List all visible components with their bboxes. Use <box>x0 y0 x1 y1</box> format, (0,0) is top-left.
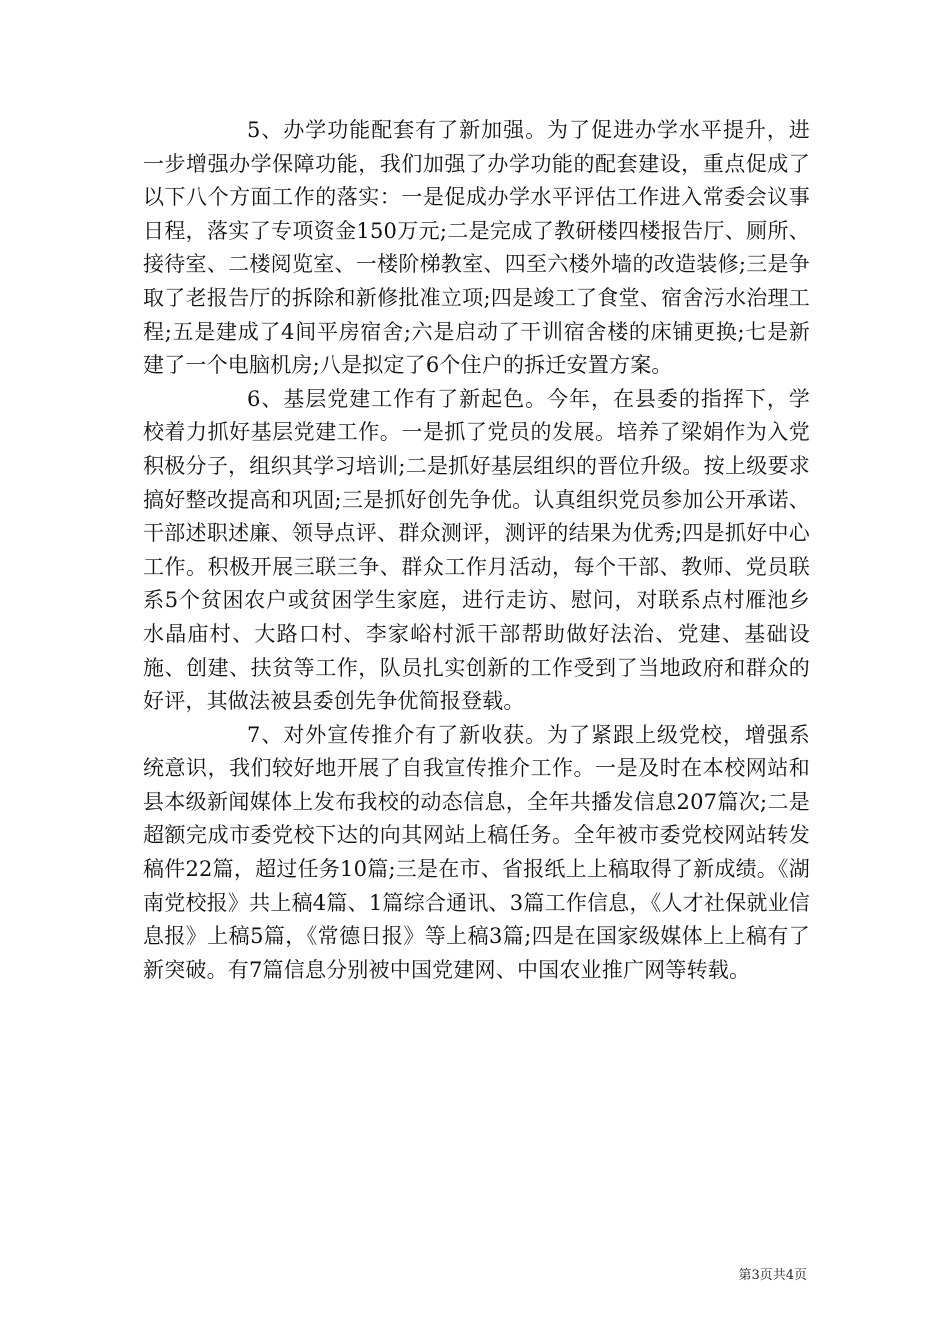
paragraph-6-party-building: 6、基层党建工作有了新起色。今年，在县委的指挥下，学校着力抓好基层党建工作。一是抓了党员的发展。培养了梁娟作为入党积极分子，组织其学习培训;二是抓好基层组织的晋位升级。按上级要求搞好整改提高和巩固;三是抓好创先争优。认真组织党员参加公开承诺、干部述职述廉、领导点评、群众测评，测评的结果为优秀;四是抓好中心工作。积极开展三联三争、群众工作月活动，每个干部、教师、党员联系5个贫困农户或贫困学生家庭，进行走访、慰问，对联系点村雁池乡水晶庙村、大路口村、李家峪村派干部帮助做好法治、党建、基础设施、创建、扶贫等工作，队员扎实创新的工作受到了当地政府和群众的好评，其做法被县委创先争优简报登载。 <box>143 386 810 714</box>
page-number-footer: 第3页共4页 <box>738 1268 807 1283</box>
paragraph-7-publicity: 7、对外宣传推介有了新收获。为了紧跟上级党校，增强系统意识，我们较好地开展了自我宣传推介工作。一是及时在本校网站和县本级新闻媒体上发布我校的动态信息，全年共播发信息207篇次;二是超额完成市委党校下达的向其网站上稿任务。全年被市委党校网站转发稿件22篇，超过任务10篇;三是在市、省报纸上上稿取得了新成绩。《湖南党校报》共上稿4篇、1篇综合通讯、3篇工作信息，《人才社保就业信息报》上稿5篇，《常德日报》等上稿3篇;四是在国家级媒体上上稿有了新突破。有7篇信息分别被中国党建网、中国农业推广网等转载。 <box>143 722 810 982</box>
document-body <box>143 114 810 987</box>
paragraph-5-facilities: 5、办学功能配套有了新加强。为了促进办学水平提升，进一步增强办学保障功能，我们加强了办学功能的配套建设，重点促成了以下八个方面工作的落实：一是促成办学水平评估工作进入常委会议事日程，落实了专项资金150万元;二是完成了教研楼四楼报告厅、厕所、接待室、二楼阅览室、一楼阶梯教室、四至六楼外墙的改造装修;三是争取了老报告厅的拆除和新修批准立项;四是竣工了食堂、宿舍污水治理工程;五是建成了4间平房宿舍;六是启动了干训宿舍楼的床铺更换;七是新建了一个电脑机房;八是拟定了6个住户的拆迁安置方案。 <box>143 118 810 378</box>
